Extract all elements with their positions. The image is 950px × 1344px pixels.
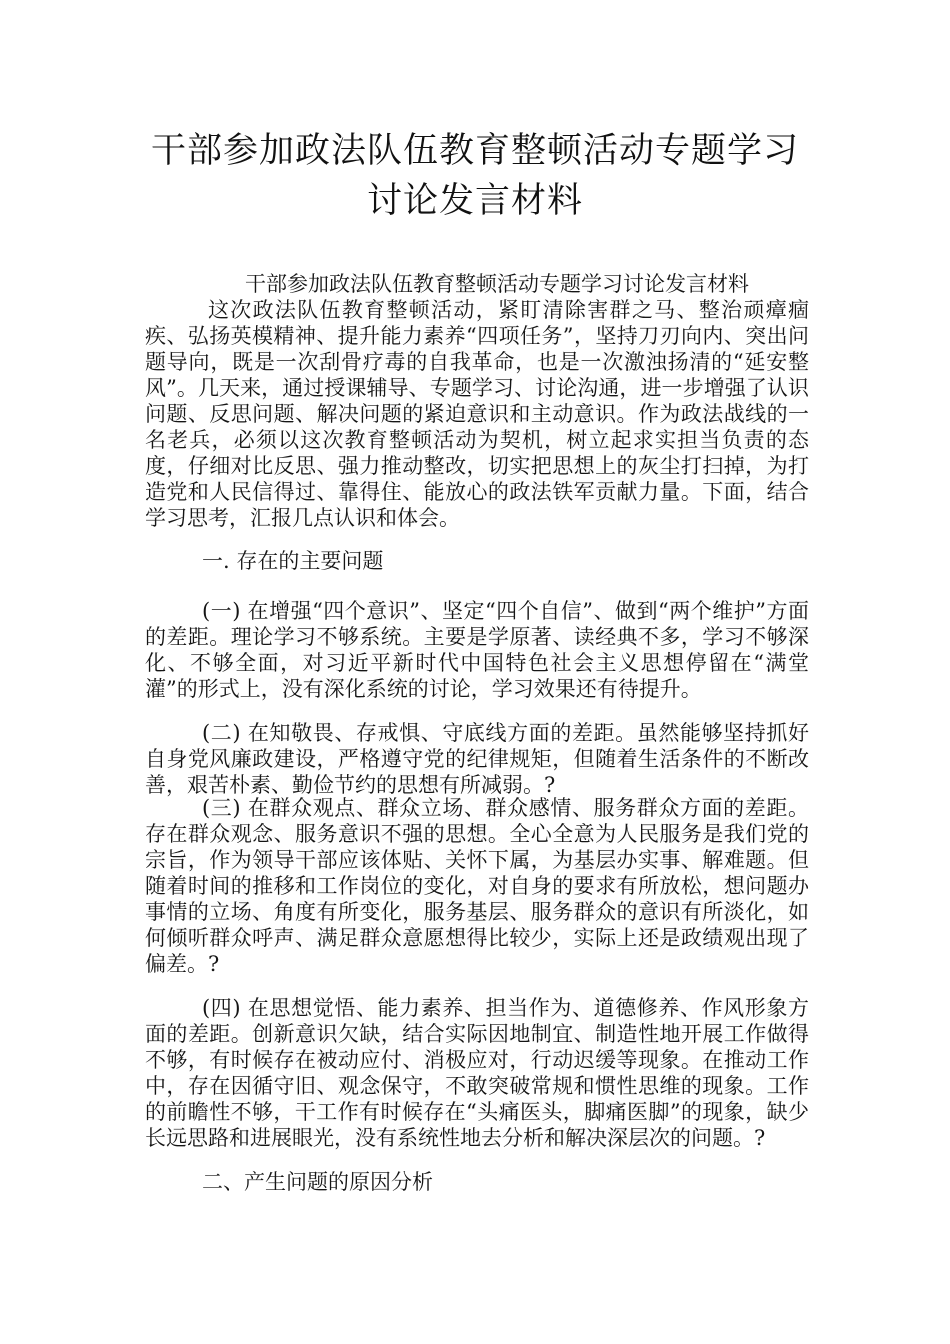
problem-paragraph-4: (四) 在思想觉悟、能力素养、担当作为、道德修养、作风形象方面的差距。创新意识欠缺，结合实际因地制宜、制造性地开展工作做得不够，有时候存在被动应付、消极应对，行动迟缓等现象。在推动工作中，存在因循守旧、观念保守，不敢突破常规和惯性思维的现象。工作的前瞻性不够，干工作有时候存在“头痛医头，脚痛医脚”的现象，缺少长远思路和进展眼光，没有系统性地去分析和解决深层次的问题。? xyxy=(145,996,809,1150)
intro-paragraph: 这次政法队伍教育整顿活动，紧盯清除害群之马、整治顽瘴痼疾、弘扬英模精神、提升能力素养“四项任务”，坚持刀刃向内、突出问题导向，既是一次刮骨疗毒的自我革命，也是一次激浊扬清的“延安整风”。几天来，通过授课辅导、专题学习、讨论沟通，进一步增强了认识问题、反思问题、解决问题的紧迫意识和主动意识。作为政法战线的一名老兵，必须以这次教育整顿活动为契机，树立起求实担当负责的态度，仔细对比反思、强力推动整改，切实把思想上的灰尘打扫掉，为打造党和人民信得过、靠得住、能放心的政法铁军贡献力量。下面，结合学习思考，汇报几点认识和体会。 xyxy=(145,298,809,530)
document-subtitle: 干部参加政法队伍教育整顿活动专题学习讨论发言材料 xyxy=(245,272,749,296)
problem-paragraph-3: (三) 在群众观点、群众立场、群众感情、服务群众方面的差距。存在群众观念、服务意识不强的思想。全心全意为人民服务是我们党的宗旨，作为领导干部应该体贴、关怀下属，为基层办实事、解难题。但随着时间的推移和工作岗位的变化，对自身的要求有所放松，想问题办事情的立场、角度有所变化，服务基层、服务群众的意识有所淡化，如何倾听群众呼声、满足群众意愿想得比较少，实际上还是政绩观出现了偏差。? xyxy=(145,796,809,976)
problem-paragraph-2: (二) 在知敬畏、存戒惧、守底线方面的差距。虽然能够坚持抓好自身党风廉政建设，严格遵守党的纪律规矩，但随着生活条件的不断改善，艰苦朴素、勤俭节约的思想有所减弱。? xyxy=(145,721,809,797)
section-heading-1: 一. 存在的主要问题 xyxy=(202,549,384,573)
section-heading-2: 二、产生问题的原因分析 xyxy=(202,1170,433,1194)
document-title-line-2: 讨论发言材料 xyxy=(366,181,583,221)
problem-paragraph-1: (一) 在增强“四个意识”、坚定“四个自信”、做到“两个维护”方面的差距。理论学习不够系统。主要是学原著、读经典不多，学习不够深化、不够全面，对习近平新时代中国特色社会主义思想停留在“满堂灌”的形式上，没有深化系统的讨论，学习效果还有待提升。 xyxy=(145,599,809,701)
document-title-line-1: 干部参加政法队伍教育整顿活动专题学习 xyxy=(150,131,799,171)
